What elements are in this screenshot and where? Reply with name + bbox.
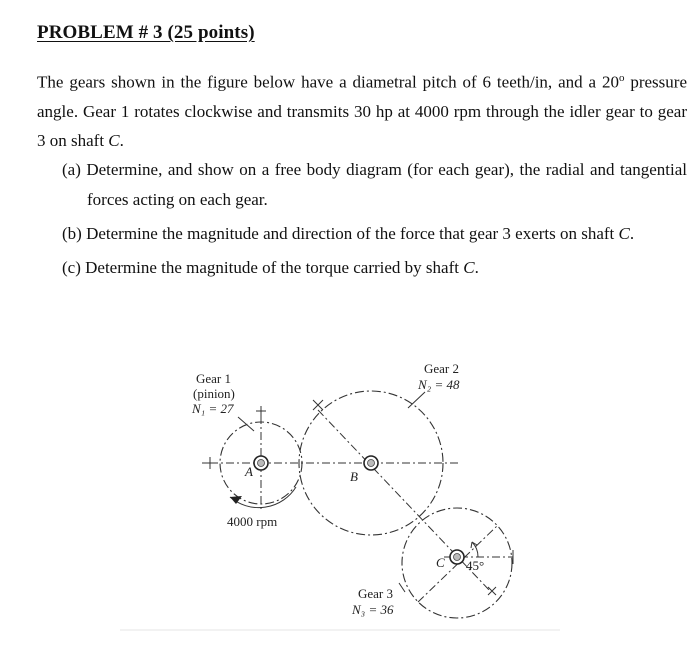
part-c — [62, 253, 687, 283]
gear1-role: (pinion) — [193, 386, 235, 401]
text-run: o — [618, 72, 625, 84]
cross-mark — [256, 406, 266, 416]
problem-parts — [62, 155, 687, 287]
text-run: C — [618, 224, 630, 243]
text-run: C — [463, 258, 475, 277]
gear3-center-label: C — [436, 555, 445, 570]
cross-mark — [488, 587, 496, 595]
text-run: (b) Determine the magnitude and direction of the force that gear 3 exerts on shaft — [62, 224, 619, 243]
gear1-name: Gear 1 — [196, 371, 232, 386]
text-run: (c) Determine the magnitude of the torque carried by shaft — [62, 258, 464, 277]
gear-train-figure — [0, 330, 700, 646]
text-run: The gears shown in the figure below have a diametral pitch of 6 teeth/in, and a 20 — [37, 72, 619, 92]
shaft-c-hub — [450, 550, 464, 564]
gear1-teeth: N₁ = 27 — [192, 401, 234, 416]
gear1-center-label: A — [245, 464, 253, 479]
part-a — [62, 155, 687, 215]
text-run: pressure angle. Gear 1 rotates clockwise and transmits 30 hp at 4000 rpm through the idler gear to gear 3 on shaft — [37, 72, 687, 150]
gear2-teeth: N₂ = 48 — [418, 377, 460, 392]
rotation-arrowhead — [230, 496, 242, 504]
text-run: . — [119, 130, 124, 150]
gear2-leader — [408, 392, 425, 408]
gear1-speed: 4000 rpm — [227, 514, 278, 529]
gear3-leader — [399, 583, 405, 592]
gear1-leader — [238, 417, 254, 431]
gear2-center-label: B — [350, 469, 358, 484]
text-run: . — [474, 258, 479, 277]
text-run: . — [629, 224, 635, 243]
shaft-a-hub — [254, 456, 268, 470]
gear3-teeth: N₃ = 36 — [352, 602, 394, 617]
problem-statement — [37, 64, 687, 155]
shaft-b-hub — [364, 456, 378, 470]
gear2-name: Gear 2 — [424, 361, 460, 376]
text-run: (a) Determine, and show on a free body diagram (for each gear), the radial and tangential forces acting on each gear. — [62, 160, 687, 209]
part-b — [62, 219, 687, 249]
text-run: C — [108, 130, 120, 150]
cross-mark — [313, 400, 323, 410]
angle-label: 45° — [466, 558, 485, 573]
problem-title: PROBLEM # 3 (25 points) — [37, 22, 255, 43]
cross-mark — [202, 457, 210, 469]
gear3-name: Gear 3 — [358, 586, 394, 601]
